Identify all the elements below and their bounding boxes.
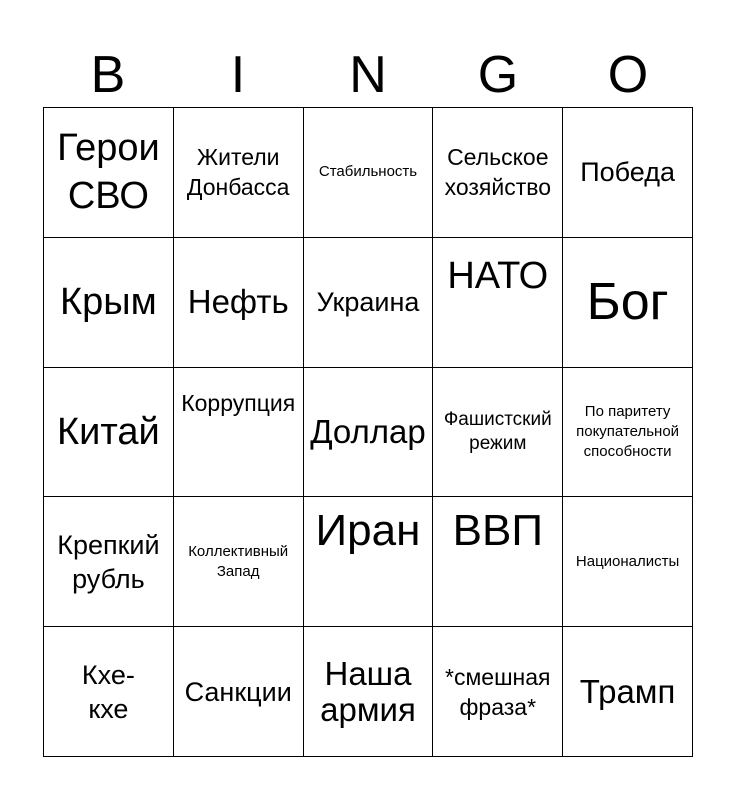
bingo-cell[interactable] [304,238,434,368]
bingo-cell[interactable] [433,108,563,238]
bingo-cell[interactable] [433,497,563,627]
cell-text: Герои СВО [57,127,160,218]
bingo-grid [43,107,693,757]
cell-text: Фашистский режим [443,408,552,454]
cell-text: Санкции [184,676,292,707]
bingo-cell[interactable] [563,238,693,368]
cell-text: Националисты [575,552,680,570]
bingo-cell[interactable] [563,627,693,757]
cell-text: Коллективный Запад [188,542,289,580]
cell-text: Крым [60,281,157,324]
bingo-cell[interactable] [44,497,174,627]
cell-text: *смешная фраза* [445,663,551,720]
cell-text: Коррупция [181,389,296,416]
bingo-header [43,42,693,108]
cell-text: Крепкий рубль [57,529,160,594]
bingo-cell[interactable] [174,627,304,757]
cell-text: Сельское хозяйство [444,144,551,201]
cell-text: Нефть [187,283,289,321]
bingo-cell[interactable] [174,238,304,368]
bingo-cell[interactable] [44,238,174,368]
bingo-cell[interactable] [304,497,434,627]
header-letter-i: I [230,46,246,104]
cell-text: Китай [57,410,160,453]
bingo-cell[interactable] [563,108,693,238]
bingo-cell[interactable] [44,368,174,498]
bingo-cell[interactable] [433,627,563,757]
cell-text: НАТО [447,254,549,297]
header-letter-b: B [90,46,126,104]
cell-text: По паритету покупательной способности [576,402,680,460]
header-letter-g: G [477,46,519,104]
bingo-cell[interactable] [174,108,304,238]
bingo-cell[interactable] [304,368,434,498]
bingo-cell[interactable] [304,627,434,757]
bingo-cell[interactable] [304,108,434,238]
cell-text: Трамп [579,672,676,710]
bingo-cell[interactable] [433,368,563,498]
cell-text: ВВП [452,506,543,556]
bingo-cell[interactable] [44,108,174,238]
bingo-cell[interactable] [174,497,304,627]
cell-text: Бог [586,273,669,332]
bingo-cell[interactable] [433,238,563,368]
cell-text: Наша армия [320,654,416,728]
cell-text: Стабильность [318,163,418,181]
bingo-cell[interactable] [44,627,174,757]
cell-text: Доллар [310,412,426,450]
cell-text: Иран [315,506,421,556]
header-letter-o: O [607,46,649,104]
cell-text: Украина [316,287,420,318]
cell-text: Победа [580,157,675,188]
bingo-cell[interactable] [174,368,304,498]
cell-text: Жители Донбасса [186,144,290,201]
bingo-cell[interactable] [563,497,693,627]
cell-text: Кхе- кхе [81,659,135,724]
bingo-cell[interactable] [563,368,693,498]
header-letter-n: N [349,46,387,104]
